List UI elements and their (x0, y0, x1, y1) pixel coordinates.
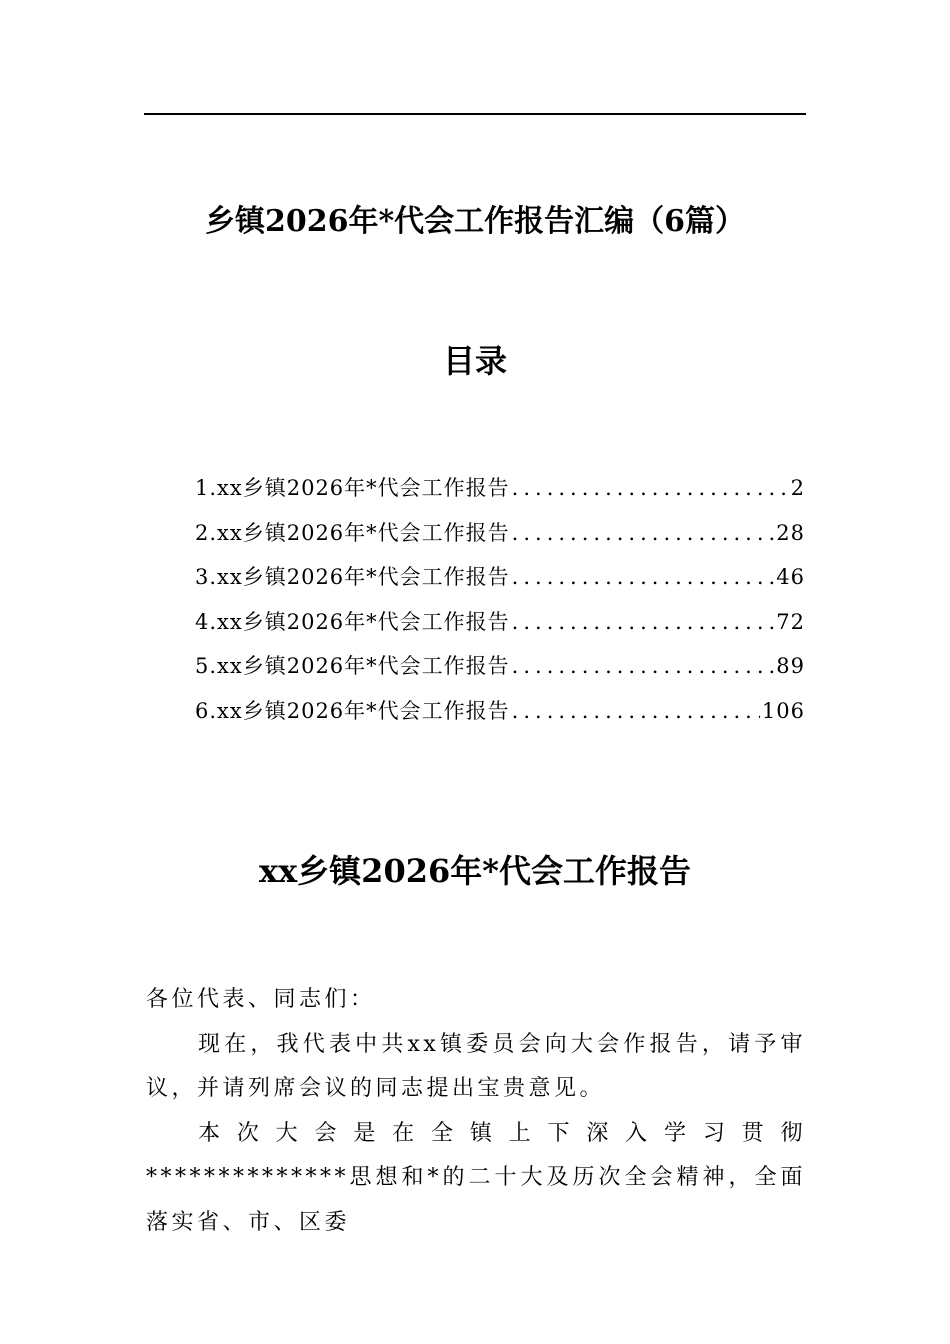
toc-leader-dots (512, 476, 789, 500)
toc-entry-page: 89 (776, 654, 805, 679)
toc-entry-1[interactable] (195, 472, 805, 517)
toc-entry-label: 3.xx乡镇2026年*代会工作报告 (195, 565, 510, 590)
paragraph: 现在，我代表中共xx镇委员会向大会作报告，请予审议，并请列席会议的同志提出宝贵意见。 (146, 1031, 806, 1101)
header-rule (144, 113, 806, 115)
document-title: 乡镇2026年*代会工作报告汇编（6篇） (204, 204, 746, 239)
table-of-contents (195, 472, 805, 740)
toc-entry-page: 2 (790, 476, 805, 500)
toc-entry-4[interactable] (195, 606, 805, 651)
paragraph: 本次大会是在全镇上下深入学习贯彻**************思想和*的二十大及历次全会精神，全面落实省、市、区委 (146, 1120, 806, 1235)
toc-leader-dots (512, 699, 760, 723)
toc-entry-page: 72 (776, 609, 805, 634)
toc-leader-dots (512, 565, 775, 589)
toc-heading: 目录 (442, 342, 507, 380)
toc-entry-label: 5.xx乡镇2026年*代会工作报告 (195, 654, 510, 679)
toc-leader-dots (512, 521, 775, 545)
toc-entry-label: 2.xx乡镇2026年*代会工作报告 (195, 520, 510, 545)
toc-entry-page: 28 (776, 520, 805, 545)
toc-entry-6[interactable] (195, 695, 805, 740)
toc-entry-2[interactable] (195, 517, 805, 562)
toc-entry-3[interactable] (195, 561, 805, 606)
toc-entry-page: 46 (776, 565, 805, 590)
toc-entry-label: 6.xx乡镇2026年*代会工作报告 (195, 698, 510, 723)
salutation: 各位代表、同志们： (146, 987, 376, 1012)
toc-leader-dots (512, 654, 775, 678)
section-title: xx乡镇2026年*代会工作报告 (259, 852, 691, 890)
toc-entry-label: 1.xx乡镇2026年*代会工作报告 (195, 476, 510, 500)
report-body (146, 978, 806, 1245)
toc-entry-5[interactable] (195, 650, 805, 695)
toc-entry-label: 4.xx乡镇2026年*代会工作报告 (195, 609, 510, 634)
toc-entry-page: 106 (761, 698, 805, 723)
toc-leader-dots (512, 610, 775, 634)
